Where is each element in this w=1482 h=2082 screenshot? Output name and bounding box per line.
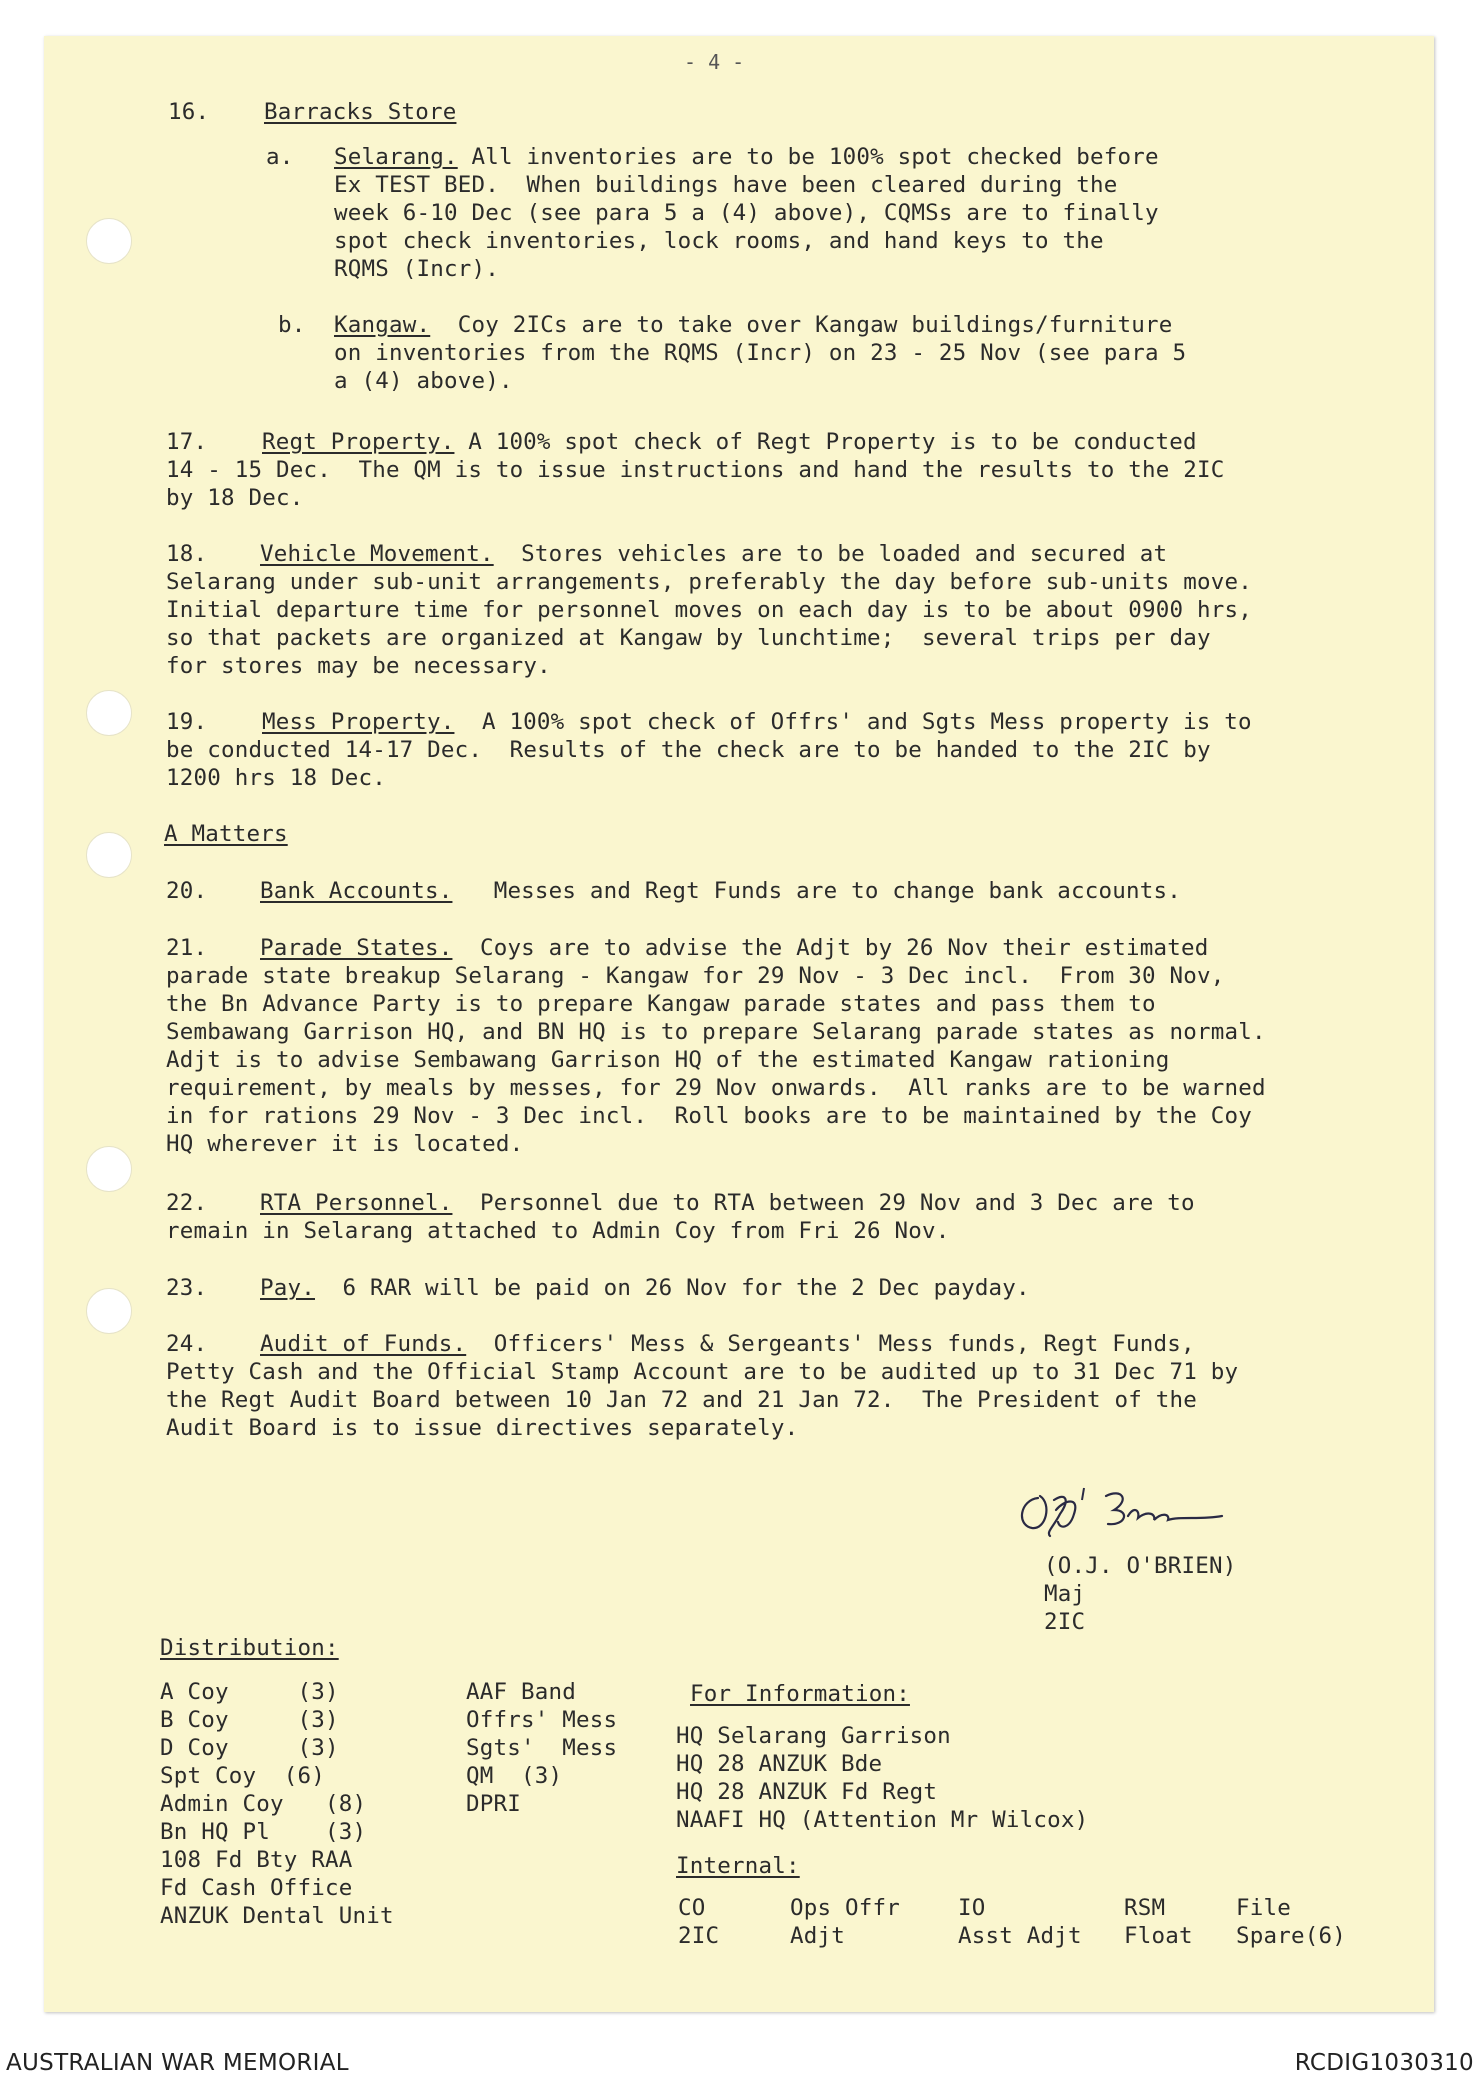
punch-hole [86, 1146, 132, 1192]
distribution-heading: Distribution: [160, 1635, 339, 1661]
para-22-line: remain in Selarang attached to Admin Coy from Fri 26 Nov. [166, 1218, 950, 1244]
para-21-line: Coys are to advise the Adjt by 26 Nov their estimated [452, 935, 1209, 961]
distribution-item: Offrs' Mess [466, 1707, 618, 1733]
page-number: - 4 - [684, 50, 745, 74]
para-24-line: Audit Board is to issue directives separately. [166, 1415, 799, 1441]
internal-item: 2IC [678, 1923, 720, 1949]
para-21-line: Adjt is to advise Sembawang Garrison HQ of the estimated Kangaw rationing [166, 1047, 1170, 1073]
distribution-item: B Coy (3) [160, 1707, 339, 1733]
internal-heading: Internal: [676, 1853, 800, 1879]
information-item: HQ 28 ANZUK Bde [676, 1751, 883, 1777]
para-18-number: 18. [166, 541, 208, 567]
para-19-line: be conducted 14-17 Dec. Results of the check are to be handed to the 2IC by [166, 737, 1211, 763]
information-item: HQ 28 ANZUK Fd Regt [676, 1779, 938, 1805]
para-19-line: 1200 hrs 18 Dec. [166, 765, 386, 791]
distribution-item: AAF Band [466, 1679, 576, 1705]
para-20-number: 20. [166, 878, 208, 904]
internal-item: File [1236, 1895, 1291, 1921]
distribution-item: Fd Cash Office [160, 1875, 353, 1901]
punch-hole [86, 1288, 132, 1334]
para-16-number: 16. [168, 99, 210, 125]
internal-item: Adjt [790, 1923, 845, 1949]
para-21-line: Sembawang Garrison HQ, and BN HQ is to prepare Selarang parade states as normal. [166, 1019, 1266, 1045]
para-17-line: by 18 Dec. [166, 485, 304, 511]
footer-source: AUSTRALIAN WAR MEMORIAL [6, 2050, 349, 2076]
distribution-item: DPRI [466, 1791, 521, 1817]
para-24-number: 24. [166, 1331, 208, 1357]
signatory-name: (O.J. O'BRIEN) [1044, 1553, 1237, 1579]
para-17-number: 17. [166, 429, 208, 455]
footer-reference: RCDIG1030310 [1294, 2050, 1474, 2076]
para-23-line: 6 RAR will be paid on 26 Nov for the 2 Dec payday. [315, 1275, 1030, 1301]
para-18-title: Vehicle Movement. [260, 541, 494, 567]
distribution-item: D Coy (3) [160, 1735, 339, 1761]
para-21-line: parade state breakup Selarang - Kangaw for 29 Nov - 3 Dec incl. From 30 Nov, [166, 963, 1225, 989]
punch-hole [86, 690, 132, 736]
distribution-item: Bn HQ Pl (3) [160, 1819, 367, 1845]
para-18-line: for stores may be necessary. [166, 653, 551, 679]
para-19-line: A 100% spot check of Offrs' and Sgts Mess property is to [454, 709, 1252, 735]
internal-item: IO [958, 1895, 986, 1921]
para-19-title: Mess Property. [262, 709, 455, 735]
para-19-number: 19. [166, 709, 208, 735]
information-item: NAAFI HQ (Attention Mr Wilcox) [676, 1807, 1089, 1833]
para-24-line: Officers' Mess & Sergeants' Mess funds, Regt Funds, [466, 1331, 1195, 1357]
internal-item: RSM [1124, 1895, 1166, 1921]
punch-hole [86, 218, 132, 264]
signatory-appointment: 2IC [1044, 1609, 1086, 1635]
para-16a-title: Selarang. [334, 144, 458, 170]
para-16a-line: week 6-10 Dec (see para 5 a (4) above), CQMSs are to finally [334, 200, 1159, 226]
internal-item: Float [1124, 1923, 1193, 1949]
distribution-item: Spt Coy (6) [160, 1763, 325, 1789]
information-item: HQ Selarang Garrison [676, 1723, 951, 1749]
para-24-title: Audit of Funds. [260, 1331, 467, 1357]
para-16b-line: on inventories from the RQMS (Incr) on 23 - 25 Nov (see para 5 [334, 340, 1187, 366]
para-16a-line: RQMS (Incr). [334, 256, 499, 282]
punch-hole [86, 832, 132, 878]
para-22-number: 22. [166, 1190, 208, 1216]
para-18-line: Initial departure time for personnel moves on each day is to be about 0900 hrs, [166, 597, 1252, 623]
para-22-line: Personnel due to RTA between 29 Nov and 3 Dec are to [452, 1190, 1195, 1216]
para-17-line: A 100% spot check of Regt Property is to be conducted [454, 429, 1197, 455]
para-16a-line: spot check inventories, lock rooms, and hand keys to the [334, 228, 1104, 254]
internal-item: Ops Offr [790, 1895, 900, 1921]
para-24-line: the Regt Audit Board between 10 Jan 72 and 21 Jan 72. The President of the [166, 1387, 1197, 1413]
section-heading: A Matters [164, 821, 288, 847]
para-18-line: Stores vehicles are to be loaded and secured at [493, 541, 1168, 567]
distribution-item: QM (3) [466, 1763, 563, 1789]
internal-item: CO [678, 1895, 706, 1921]
para-24-line: Petty Cash and the Official Stamp Account are to be audited up to 31 Dec 71 by [166, 1359, 1239, 1385]
para-23-number: 23. [166, 1275, 208, 1301]
handwritten-signature [1010, 1470, 1240, 1550]
para-21-line: HQ wherever it is located. [166, 1131, 524, 1157]
para-18-line: so that packets are organized at Kangaw by lunchtime; several trips per day [166, 625, 1211, 651]
para-16a-line: All inventories are to be 100% spot checked before [457, 144, 1159, 170]
para-16b-title: Kangaw. [334, 312, 431, 338]
para-21-line: the Bn Advance Party is to prepare Kangaw parade states and pass them to [166, 991, 1156, 1017]
para-20-title: Bank Accounts. [260, 878, 453, 904]
para-21-line: in for rations 29 Nov - 3 Dec incl. Roll books are to be maintained by the Coy [166, 1103, 1252, 1129]
distribution-item: Sgts' Mess [466, 1735, 618, 1761]
para-16a-letter: a. [266, 144, 294, 170]
distribution-item: Admin Coy (8) [160, 1791, 367, 1817]
para-22-title: RTA Personnel. [260, 1190, 453, 1216]
para-16b-line: a (4) above). [334, 368, 513, 394]
para-16b-letter: b. [278, 312, 306, 338]
distribution-item: ANZUK Dental Unit [160, 1903, 394, 1929]
distribution-item: A Coy (3) [160, 1679, 339, 1705]
para-21-line: requirement, by meals by messes, for 29 Nov onwards. All ranks are to be warned [166, 1075, 1266, 1101]
para-16-title: Barracks Store [264, 99, 457, 125]
para-16a-line: Ex TEST BED. When buildings have been cleared during the [334, 172, 1118, 198]
para-17-line: 14 - 15 Dec. The QM is to issue instructions and hand the results to the 2IC [166, 457, 1225, 483]
internal-item: Spare(6) [1236, 1923, 1346, 1949]
para-20-line: Messes and Regt Funds are to change bank accounts. [452, 878, 1181, 904]
para-18-line: Selarang under sub-unit arrangements, preferably the day before sub-units move. [166, 569, 1252, 595]
para-23-title: Pay. [260, 1275, 315, 1301]
internal-item: Asst Adjt [958, 1923, 1082, 1949]
para-21-number: 21. [166, 935, 208, 961]
signatory-rank: Maj [1044, 1581, 1086, 1607]
para-16b-line: Coy 2ICs are to take over Kangaw buildings/furniture [430, 312, 1173, 338]
distribution-item: 108 Fd Bty RAA [160, 1847, 353, 1873]
para-17-title: Regt Property. [262, 429, 455, 455]
para-21-title: Parade States. [260, 935, 453, 961]
for-information-heading: For Information: [690, 1681, 910, 1707]
